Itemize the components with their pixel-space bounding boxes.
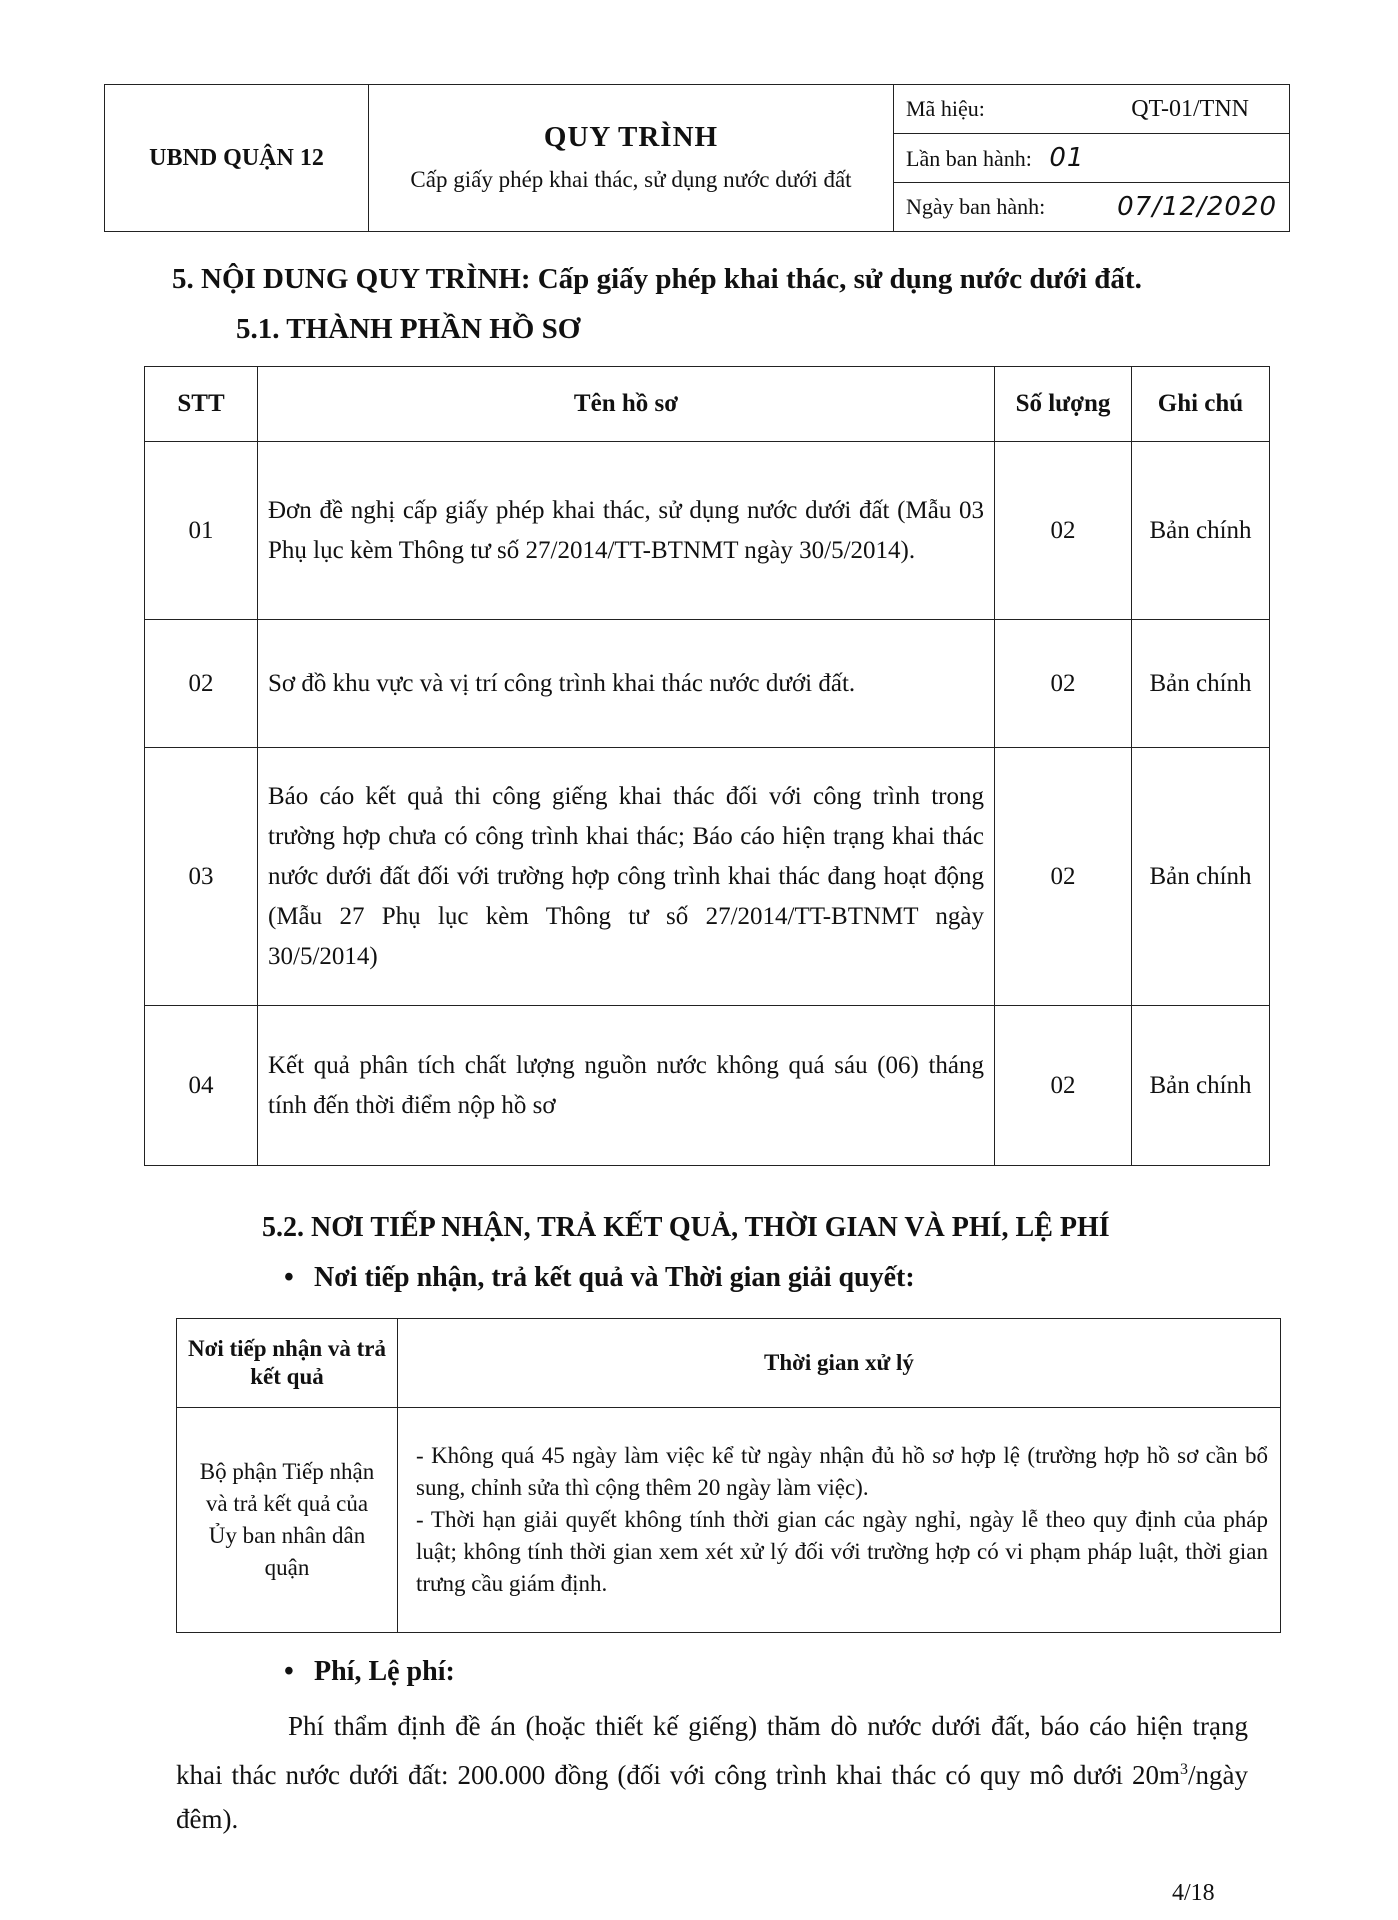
organization-name: UBND QUẬN 12 bbox=[105, 85, 369, 232]
code-value: QT-01/TNN bbox=[1131, 95, 1249, 122]
row-note: Bản chính bbox=[1132, 748, 1270, 1006]
date-label: Ngày ban hành: bbox=[906, 194, 1046, 219]
processing-time-line-2: - Thời hạn giải quyết không tính thời gian các ngày nghỉ, ngày lễ theo quy định của pháp luật; không tính thời gian xem xét xử lý đối với trường hợp có vi phạm pháp luật, thời gian trưng cầu giám định. bbox=[416, 1507, 1268, 1596]
issue-value: 01 bbox=[1049, 143, 1085, 173]
table-header-row bbox=[145, 367, 1270, 442]
row-note: Bản chính bbox=[1132, 1006, 1270, 1166]
col-header-name: Tên hồ sơ bbox=[258, 367, 995, 442]
table-row bbox=[145, 1006, 1270, 1166]
location-time-table bbox=[176, 1318, 1281, 1633]
table-row bbox=[145, 748, 1270, 1006]
fee-paragraph bbox=[176, 1704, 1248, 1841]
fee-text: Phí thẩm định đề án (hoặc thiết kế giếng) thăm dò nước dưới đất, báo cáo hiện trạng khai thác nước dưới đất: 200.000 đồng (đối với công trình khai thác có quy mô dưới 20m bbox=[176, 1711, 1248, 1790]
fee-superscript: 3 bbox=[1180, 1761, 1188, 1778]
documents-table bbox=[144, 366, 1270, 1166]
row-stt: 02 bbox=[145, 620, 258, 748]
col-header-stt: STT bbox=[145, 367, 258, 442]
section-5-2-heading: 5.2. NƠI TIẾP NHẬN, TRẢ KẾT QUẢ, THỜI GIAN VÀ PHÍ, LỆ PHÍ bbox=[262, 1212, 1110, 1243]
row-stt: 04 bbox=[145, 1006, 258, 1166]
bullet-location bbox=[284, 1262, 915, 1294]
row-stt: 01 bbox=[145, 442, 258, 620]
table-row bbox=[177, 1408, 1281, 1633]
procedure-type: QUY TRÌNH bbox=[543, 121, 719, 153]
row-qty: 02 bbox=[995, 620, 1132, 748]
processing-time bbox=[398, 1408, 1281, 1633]
procedure-subject: Cấp giấy phép khai thác, sử dụng nước dưới đất bbox=[410, 167, 852, 192]
document-header bbox=[104, 84, 1290, 232]
row-qty: 02 bbox=[995, 442, 1132, 620]
row-name: Báo cáo kết quả thi công giếng khai thác đối với công trình trong trường hợp chưa có công trình khai thác; Báo cáo hiện trạng khai thác nước dưới đất đối với trường hợp công trình khai thác đang hoạt động (Mẫu 27 Phụ lục kèm Thông tư số 27/2014/TT-BTNMT ngày 30/5/2014) bbox=[258, 748, 995, 1006]
bullet-fee bbox=[284, 1656, 455, 1688]
procedure-title-cell bbox=[369, 85, 894, 232]
row-name: Đơn đề nghị cấp giấy phép khai thác, sử dụng nước dưới đất (Mẫu 03 Phụ lục kèm Thông tư số 27/2014/TT-BTNMT ngày 30/5/2014). bbox=[258, 442, 995, 620]
processing-time-line-1: - Không quá 45 ngày làm việc kể từ ngày nhận đủ hồ sơ hợp lệ (trường hợp hồ sơ cần bổ sung, chỉnh sửa thì cộng thêm 20 ngày làm việc). bbox=[416, 1443, 1268, 1500]
col-header-time: Thời gian xử lý bbox=[398, 1319, 1281, 1408]
row-name: Sơ đồ khu vực và vị trí công trình khai thác nước dưới đất. bbox=[258, 620, 995, 748]
row-name: Kết quả phân tích chất lượng nguồn nước không quá sáu (06) tháng tính đến thời điểm nộp hồ sơ bbox=[258, 1006, 995, 1166]
col-header-note: Ghi chú bbox=[1132, 367, 1270, 442]
issue-label: Lần ban hành: bbox=[906, 146, 1032, 171]
row-qty: 02 bbox=[995, 1006, 1132, 1166]
code-cell bbox=[894, 85, 1290, 134]
table-row bbox=[145, 620, 1270, 748]
bullet-location-text: Nơi tiếp nhận, trả kết quả và Thời gian giải quyết: bbox=[314, 1262, 915, 1293]
fee-tail: /ngày đêm). bbox=[176, 1760, 1248, 1834]
row-note: Bản chính bbox=[1132, 442, 1270, 620]
bullet-dot-icon: • bbox=[284, 1656, 294, 1687]
table-header-row bbox=[177, 1319, 1281, 1408]
bullet-fee-text: Phí, Lệ phí: bbox=[314, 1656, 455, 1687]
date-cell bbox=[894, 183, 1290, 232]
section-5-heading: 5. NỘI DUNG QUY TRÌNH: Cấp giấy phép khai thác, sử dụng nước dưới đất. bbox=[172, 263, 1142, 295]
issue-cell bbox=[894, 134, 1290, 183]
page-number: 4/18 bbox=[1172, 1880, 1215, 1906]
receiving-place: Bộ phận Tiếp nhận và trả kết quả của Ủy ban nhân dân quận bbox=[177, 1408, 398, 1633]
date-value: 07/12/2020 bbox=[1117, 192, 1277, 222]
section-5-1-heading: 5.1. THÀNH PHẦN HỒ SƠ bbox=[236, 313, 581, 345]
row-note: Bản chính bbox=[1132, 620, 1270, 748]
table-row bbox=[145, 442, 1270, 620]
row-qty: 02 bbox=[995, 748, 1132, 1006]
code-label: Mã hiệu: bbox=[906, 96, 985, 121]
col-header-qty: Số lượng bbox=[995, 367, 1132, 442]
bullet-dot-icon: • bbox=[284, 1262, 294, 1293]
col-header-place: Nơi tiếp nhận và trả kết quả bbox=[177, 1319, 398, 1408]
row-stt: 03 bbox=[145, 748, 258, 1006]
